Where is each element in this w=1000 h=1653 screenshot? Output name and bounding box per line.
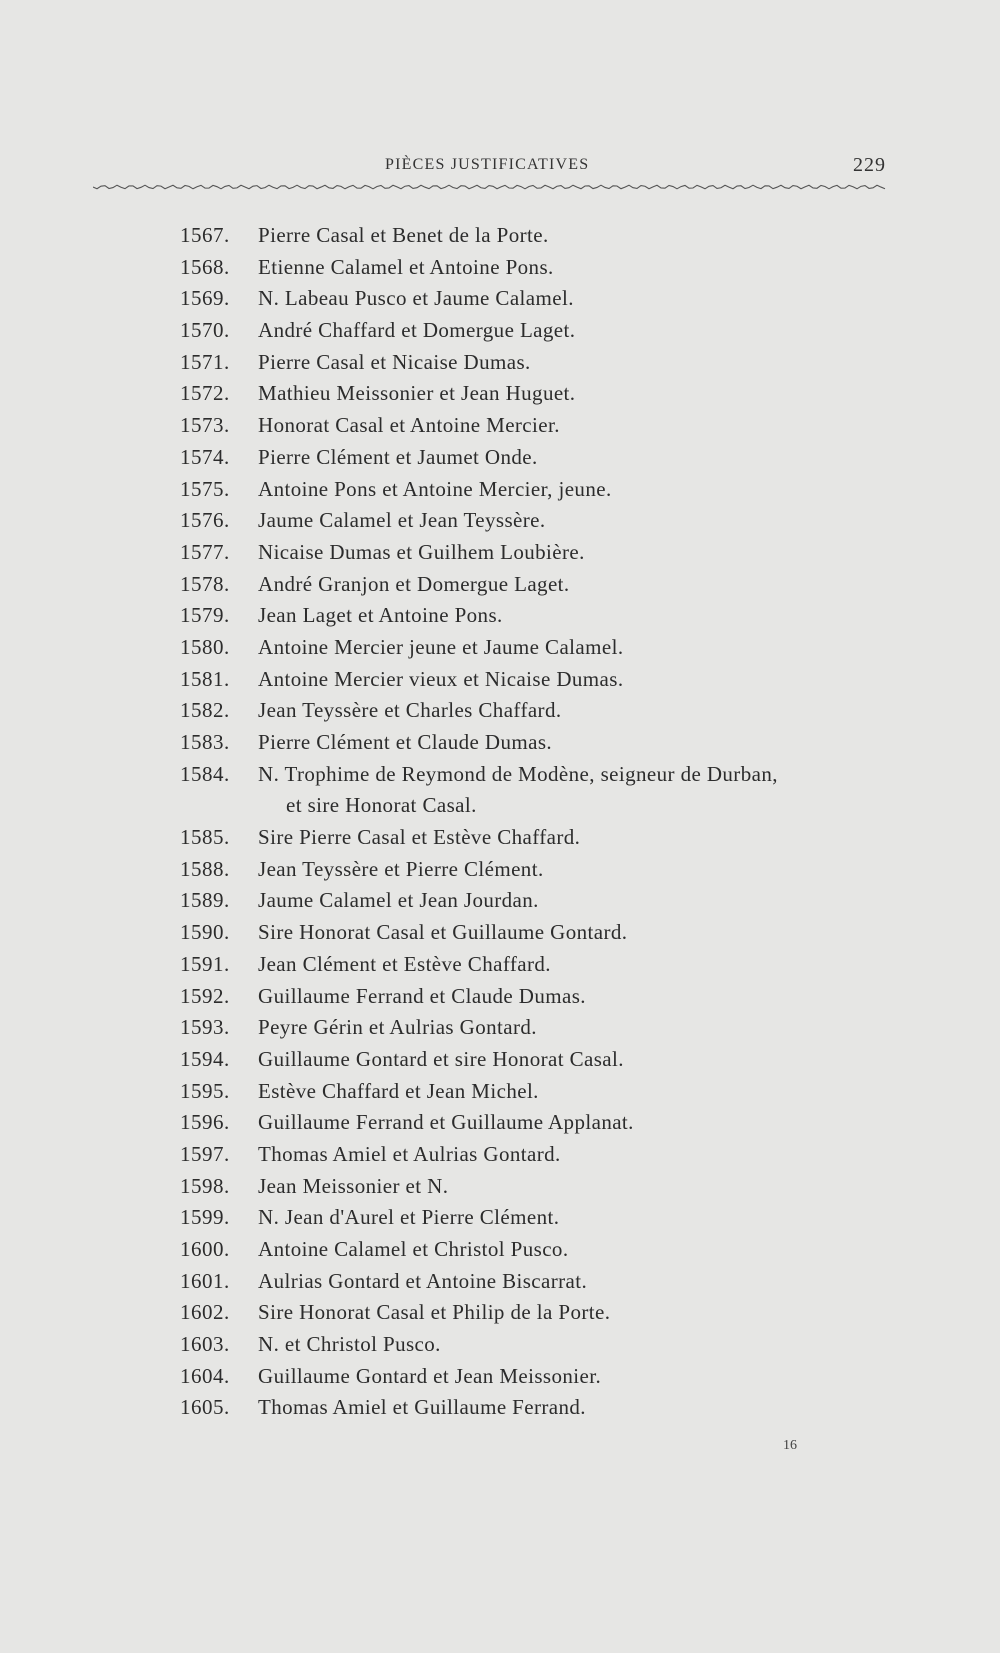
entry-names-line: Antoine Pons et Antoine Mercier, jeune. [258,476,612,501]
list-item [0,1297,1000,1329]
entry-names-line: Estève Chaffard et Jean Michel. [258,1078,539,1103]
list-item [0,1044,1000,1076]
entry-names [258,981,898,1013]
entry-names-line: Jaume Calamel et Jean Teyssère. [258,508,546,533]
list-item [0,632,1000,664]
entry-names [258,600,898,632]
list-item [0,474,1000,506]
entry-names [258,378,898,410]
entry-year: 1574. [180,444,230,469]
entry-names [258,1361,898,1393]
entry-year: 1600. [180,1237,230,1262]
entry-names [258,1076,898,1108]
entry-year: 1567. [180,223,230,247]
entry-list [0,220,1000,1424]
entry-names [258,410,898,442]
list-item [0,822,1000,854]
entry-names [258,949,898,981]
entry-names-line: Sire Honorat Casal et Guillaume Gontard. [258,920,628,945]
entry-names [258,505,898,537]
entry-year: 1594. [180,1046,230,1071]
entry-names [258,1107,898,1139]
entry-names-line: Jean Teyssère et Charles Chaffard. [258,698,562,723]
entry-year: 1580. [180,634,230,659]
list-item [0,600,1000,632]
entry-names-line: André Chaffard et Domergue Laget. [258,318,576,343]
entry-names-line: Antoine Mercier jeune et Jaume Calamel. [258,634,624,659]
entry-names [258,1139,898,1171]
list-item [0,759,1000,822]
entry-year: 1595. [180,1078,230,1103]
entry-names-line: Jean Laget et Antoine Pons. [258,603,503,628]
entry-year: 1597. [180,1141,230,1166]
entry-names-line: Mathieu Meissonier et Jean Huguet. [258,381,576,406]
entry-year: 1581. [180,666,230,691]
entry-year: 1596. [180,1110,230,1135]
entry-names [258,1202,898,1234]
entry-names-line: Pierre Casal et Benet de la Porte. [258,223,549,247]
entry-names-line: André Granjon et Domergue Laget. [258,571,570,596]
list-item [0,1139,1000,1171]
entry-year: 1591. [180,951,230,976]
entry-year: 1599. [180,1205,230,1230]
entry-names-line: Pierre Clément et Jaumet Onde. [258,444,538,469]
entry-year: 1583. [180,730,230,754]
entry-year: 1584. [180,761,230,786]
entry-names-line: Honorat Casal et Antoine Mercier. [258,413,560,438]
entry-names [258,220,898,252]
list-item [0,1202,1000,1234]
list-item [0,410,1000,442]
entry-names-line: Pierre Casal et Nicaise Dumas. [258,349,531,374]
list-item [0,378,1000,410]
list-item [0,1361,1000,1393]
entry-names-line: Antoine Calamel et Christol Pusco. [258,1237,569,1262]
entry-names-line: N. Jean d'Aurel et Pierre Clément. [258,1205,560,1230]
entry-year: 1604. [180,1363,230,1388]
list-item [0,347,1000,379]
entry-names-line: Guillaume Gontard et sire Honorat Casal. [258,1046,624,1071]
entry-year: 1577. [180,539,230,564]
entry-names-line: Sire Pierre Casal et Estève Chaffard. [258,825,581,850]
list-item [0,537,1000,569]
entry-names [258,1044,898,1076]
entry-year: 1569. [180,286,230,311]
entry-names [258,1297,898,1329]
entry-names [258,822,898,854]
page-number: 229 [853,154,886,176]
entry-names [258,854,898,886]
list-item [0,315,1000,347]
entry-year: 1573. [180,413,230,438]
entry-names [258,759,898,822]
entry-year: 1585. [180,825,230,850]
list-item [0,1012,1000,1044]
list-item [0,1171,1000,1203]
entry-names-line: Guillaume Gontard et Jean Meissonier. [258,1363,602,1388]
entry-names [258,1171,898,1203]
list-item [0,1329,1000,1361]
entry-year: 1582. [180,698,230,723]
entry-names-line: Guillaume Ferrand et Claude Dumas. [258,983,586,1008]
entry-year: 1592. [180,983,230,1008]
entry-names [258,283,898,315]
entry-names [258,1266,898,1298]
list-item [0,220,1000,252]
list-item [0,1076,1000,1108]
entry-names-line: N. Labeau Pusco et Jaume Calamel. [258,286,574,311]
entry-names-line: Jean Meissonier et N. [258,1173,449,1198]
entry-year: 1601. [180,1268,230,1293]
entry-names [258,569,898,601]
entry-names [258,442,898,474]
entry-names-line: Sire Honorat Casal et Philip de la Porte. [258,1300,611,1325]
entry-names [258,664,898,696]
entry-names [258,474,898,506]
entry-year: 1570. [180,318,230,343]
entry-names-continuation: et sire Honorat Casal. [286,793,477,818]
header-wavy-rule [93,183,886,191]
entry-year: 1603. [180,1332,230,1357]
entry-names-line: Thomas Amiel et Aulrias Gontard. [258,1141,561,1166]
entry-names-line: N. Trophime de Reymond de Modène, seigneur de Durban, [258,761,778,786]
list-item [0,917,1000,949]
list-item [0,283,1000,315]
entry-names [258,1392,898,1424]
list-item [0,1266,1000,1298]
entry-year: 1590. [180,920,230,945]
entry-names-line: Jean Teyssère et Pierre Clément. [258,856,544,881]
entry-names-line: Antoine Mercier vieux et Nicaise Dumas. [258,666,624,691]
list-item [0,695,1000,727]
entry-year: 1571. [180,349,230,374]
entry-names-line: Nicaise Dumas et Guilhem Loubière. [258,539,585,564]
entry-names [258,1329,898,1361]
entry-names [258,347,898,379]
entry-names [258,1012,898,1044]
entry-names-line: Guillaume Ferrand et Guillaume Applanat. [258,1110,634,1135]
list-item [0,442,1000,474]
entry-year: 1575. [180,476,230,501]
list-item [0,949,1000,981]
entry-year: 1578. [180,571,230,596]
list-item [0,1392,1000,1424]
entry-names-line: N. et Christol Pusco. [258,1332,441,1357]
entry-year: 1598. [180,1173,230,1198]
entry-year: 1576. [180,508,230,533]
entry-year: 1589. [180,888,230,913]
list-item [0,252,1000,284]
list-item [0,505,1000,537]
header-title: PIÈCES JUSTIFICATIVES [385,156,590,173]
list-item [0,981,1000,1013]
entry-year: 1593. [180,1015,230,1040]
entry-names [258,632,898,664]
list-item [0,664,1000,696]
entry-names-line: Jaume Calamel et Jean Jourdan. [258,888,539,913]
list-item [0,885,1000,917]
entry-names [258,727,898,759]
entry-year: 1605. [180,1395,230,1420]
signature-mark: 16 [783,1438,797,1453]
list-item [0,1107,1000,1139]
entry-year: 1588. [180,856,230,881]
entry-names [258,537,898,569]
entry-year: 1602. [180,1300,230,1325]
entry-year: 1568. [180,254,230,279]
entry-names [258,885,898,917]
list-item [0,569,1000,601]
list-item [0,854,1000,886]
entry-names [258,252,898,284]
entry-names [258,1234,898,1266]
entry-names-line: Thomas Amiel et Guillaume Ferrand. [258,1395,586,1420]
entry-year: 1579. [180,603,230,628]
list-item [0,1234,1000,1266]
entry-names-line: Etienne Calamel et Antoine Pons. [258,254,554,279]
entry-names [258,695,898,727]
entry-names-line: Aulrias Gontard et Antoine Biscarrat. [258,1268,588,1293]
entry-names-line: Peyre Gérin et Aulrias Gontard. [258,1015,537,1040]
entry-names-line: Pierre Clément et Claude Dumas. [258,730,553,754]
running-header [180,152,886,180]
entry-names [258,917,898,949]
entry-year: 1572. [180,381,230,406]
entry-names-line: Jean Clément et Estève Chaffard. [258,951,551,976]
entry-names [258,315,898,347]
list-item [0,727,1000,759]
